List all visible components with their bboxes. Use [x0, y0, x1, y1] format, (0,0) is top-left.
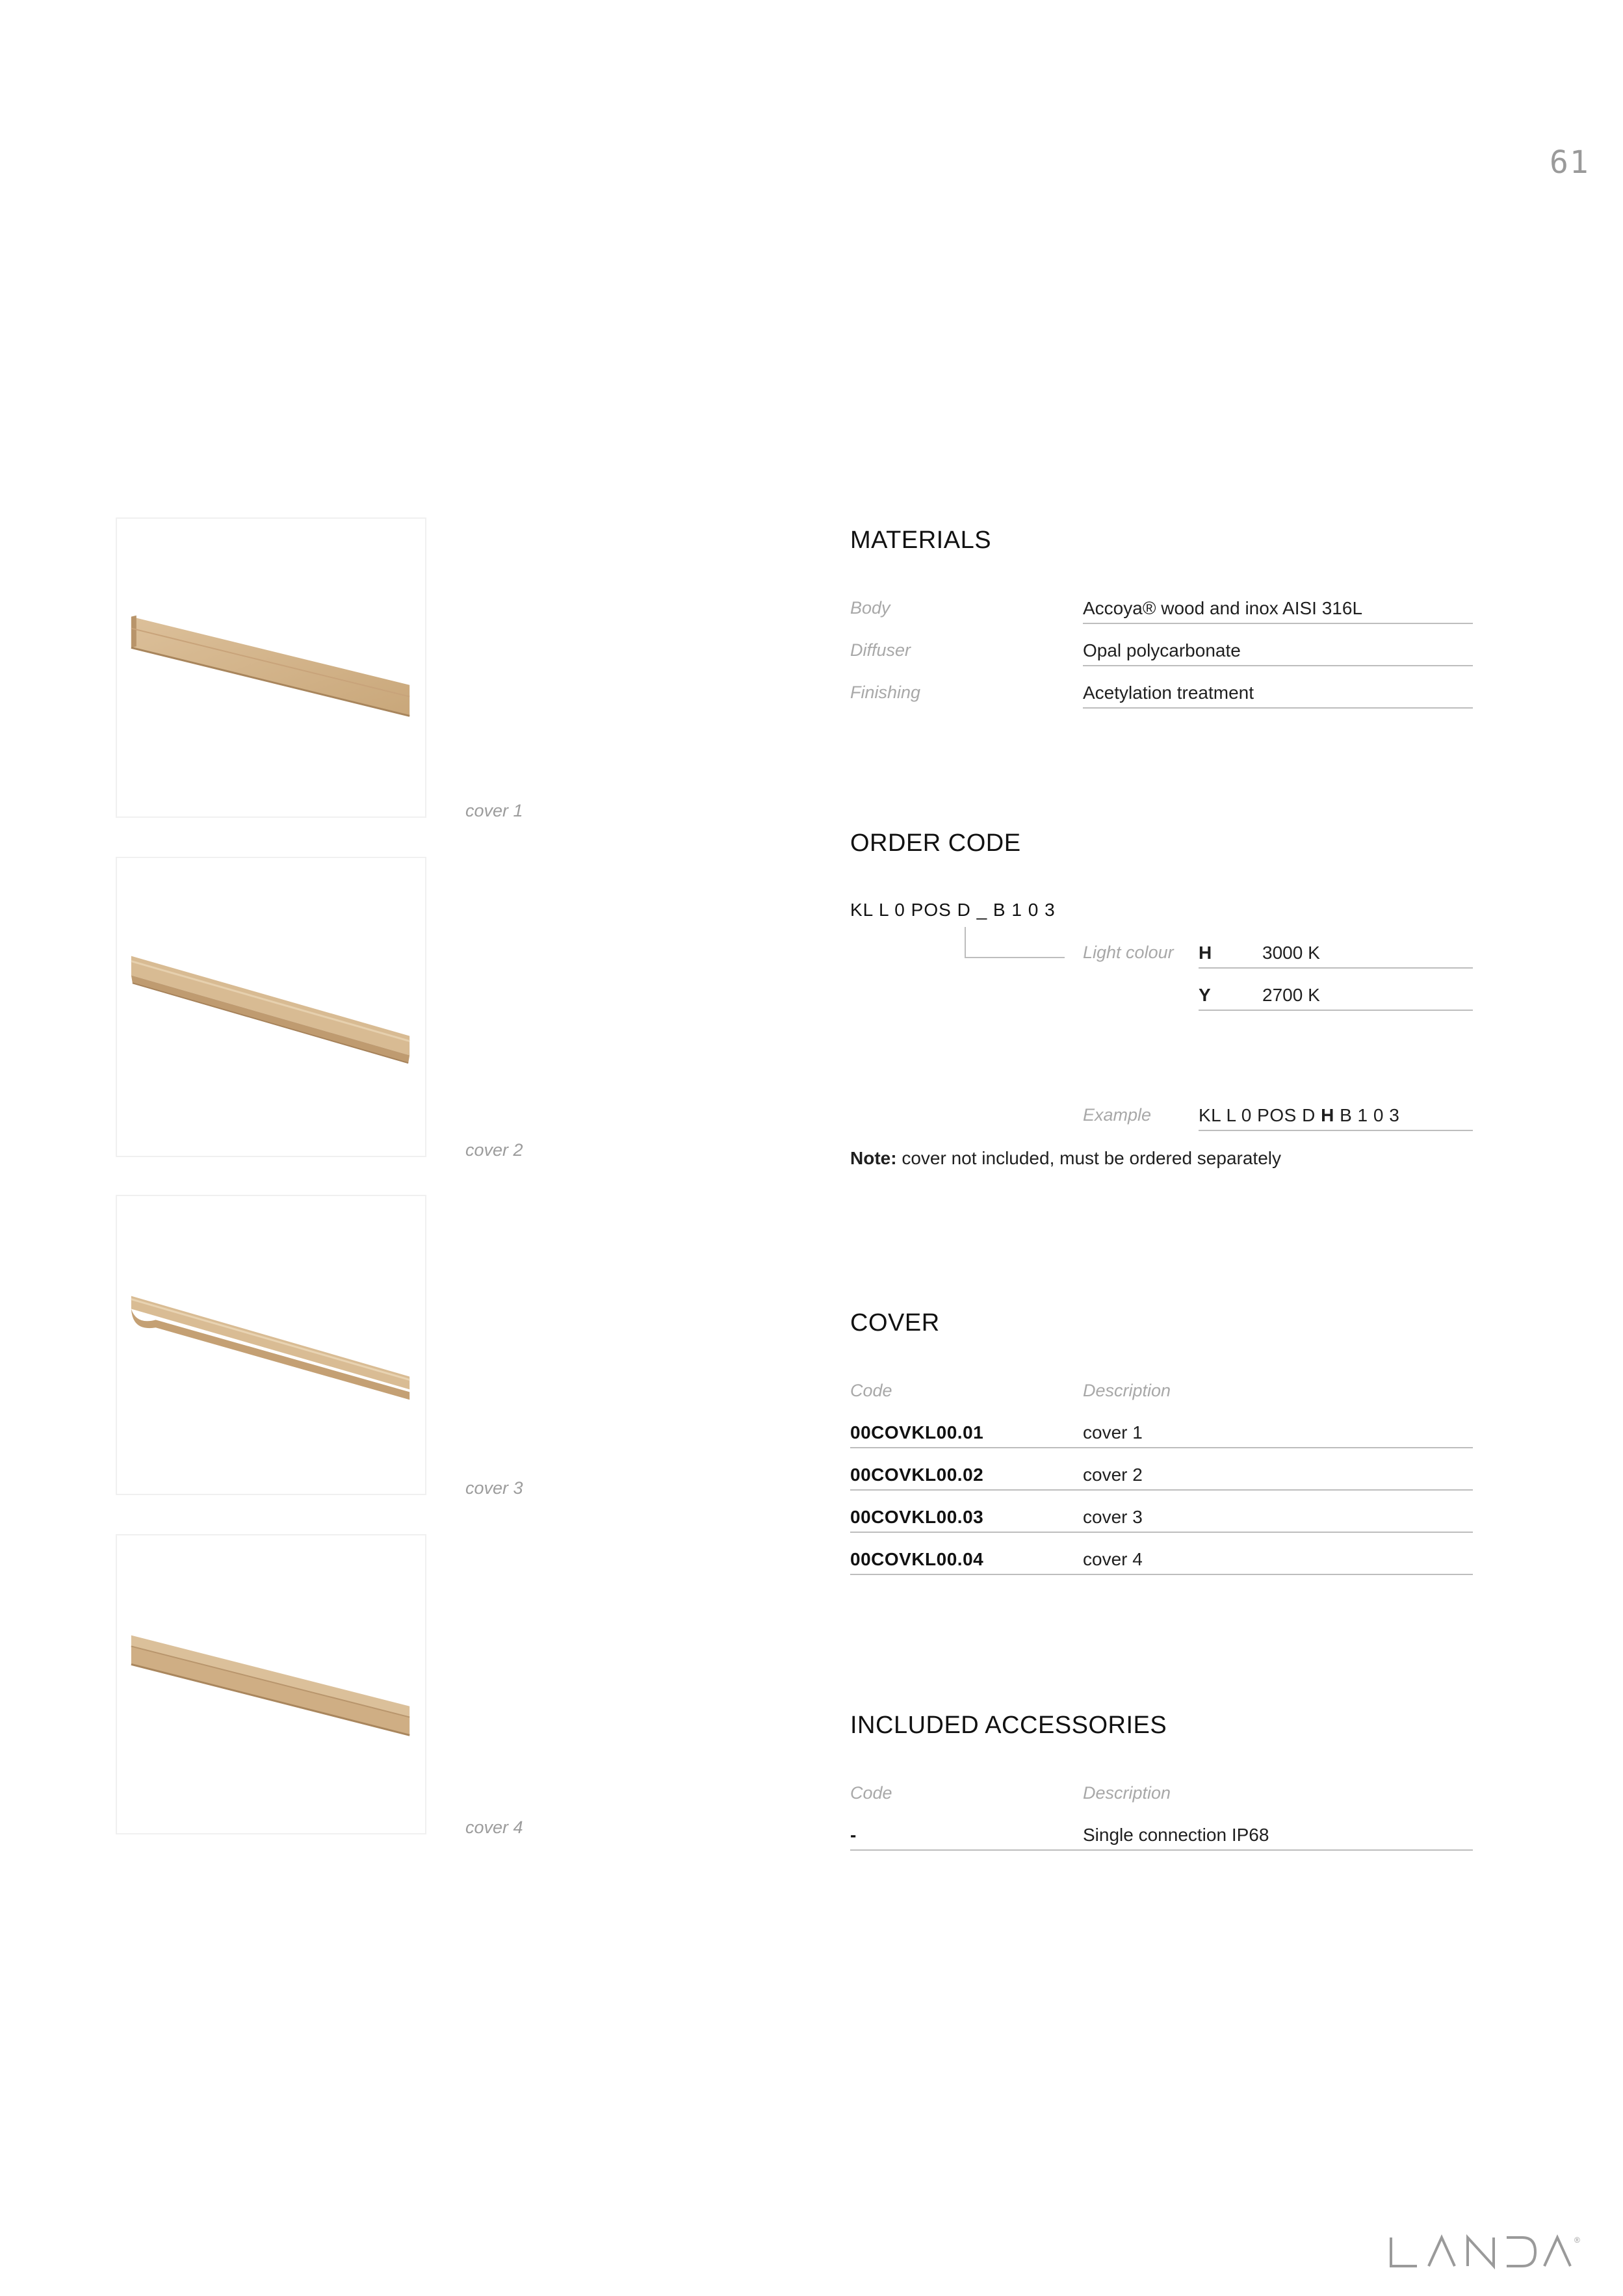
- option-h-code: H: [1199, 943, 1212, 963]
- option-h-value: 3000 K: [1262, 943, 1473, 969]
- cover-1-caption: cover 1: [465, 801, 523, 820]
- cover-code-header: Code: [850, 1381, 892, 1400]
- wood-profile-3-icon: [117, 1196, 425, 1494]
- cover-row-3-description: cover 3: [1083, 1507, 1473, 1533]
- light-colour-label: Light colour: [1083, 943, 1174, 962]
- materials-body-value: Accoya® wood and inox AISI 316L: [1083, 598, 1473, 624]
- cover-1-image: [116, 517, 426, 818]
- example-label: Example: [1083, 1105, 1152, 1125]
- example-code: [1199, 1105, 1473, 1131]
- accessory-row-1-code: -: [850, 1825, 1083, 1851]
- order-code-string: KL L 0 POS D _ B 1 0 3: [850, 900, 1056, 920]
- cover-row-1-code: 00COVKL00.01: [850, 1422, 1083, 1448]
- cover-4-image: [116, 1534, 426, 1834]
- cover-description-header: Description: [1083, 1381, 1171, 1400]
- option-y-code: Y: [1199, 985, 1211, 1005]
- cover-2-caption: cover 2: [465, 1140, 523, 1160]
- materials-finishing-label: Finishing: [850, 683, 921, 702]
- materials-diffuser-value: Opal polycarbonate: [1083, 640, 1473, 666]
- wood-profile-2-icon: [117, 858, 425, 1156]
- order-code-title: ORDER CODE: [850, 829, 1021, 857]
- note-text: cover not included, must be ordered separately: [896, 1148, 1281, 1168]
- order-code-connector-horizontal: [965, 957, 1065, 958]
- option-y-value: 2700 K: [1262, 985, 1473, 1011]
- page-number: 61: [1550, 144, 1590, 181]
- cover-row-2-code: 00COVKL00.02: [850, 1465, 1083, 1491]
- option-h-divider: [1199, 967, 1473, 969]
- landa-logo: [1388, 2234, 1583, 2270]
- wood-profile-4-icon: [117, 1535, 425, 1833]
- note-label: Note:: [850, 1148, 897, 1168]
- landa-logo-icon: [1388, 2234, 1583, 2270]
- option-y-divider: [1199, 1010, 1473, 1011]
- cover-row-1-description: cover 1: [1083, 1422, 1473, 1448]
- wood-profile-1-icon: [117, 519, 425, 816]
- cover-3-caption: cover 3: [465, 1478, 523, 1498]
- cover-row-2-description: cover 2: [1083, 1465, 1473, 1491]
- accessories-title: INCLUDED ACCESSORIES: [850, 1712, 1167, 1739]
- accessories-code-header: Code: [850, 1783, 892, 1803]
- cover-3-image: [116, 1195, 426, 1495]
- materials-body-label: Body: [850, 598, 890, 618]
- cover-title: COVER: [850, 1309, 940, 1337]
- example-code-suffix: B 1 0 3: [1334, 1105, 1400, 1125]
- cover-2-image: [116, 857, 426, 1157]
- materials-title: MATERIALS: [850, 527, 992, 554]
- order-code-connector-vertical: [965, 927, 966, 958]
- cover-4-caption: cover 4: [465, 1818, 523, 1837]
- materials-diffuser-label: Diffuser: [850, 640, 911, 660]
- accessories-description-header: Description: [1083, 1783, 1171, 1803]
- cover-row-4-description: cover 4: [1083, 1549, 1473, 1575]
- example-code-highlight: H: [1321, 1105, 1334, 1125]
- accessory-row-1-description: Single connection IP68: [1083, 1825, 1473, 1851]
- materials-finishing-value: Acetylation treatment: [1083, 683, 1473, 709]
- registered-mark: ®: [1574, 2236, 1580, 2245]
- cover-row-3-code: 00COVKL00.03: [850, 1507, 1083, 1533]
- cover-row-4-code: 00COVKL00.04: [850, 1549, 1083, 1575]
- example-code-prefix: KL L 0 POS D: [1199, 1105, 1321, 1125]
- order-note: [850, 1148, 1281, 1169]
